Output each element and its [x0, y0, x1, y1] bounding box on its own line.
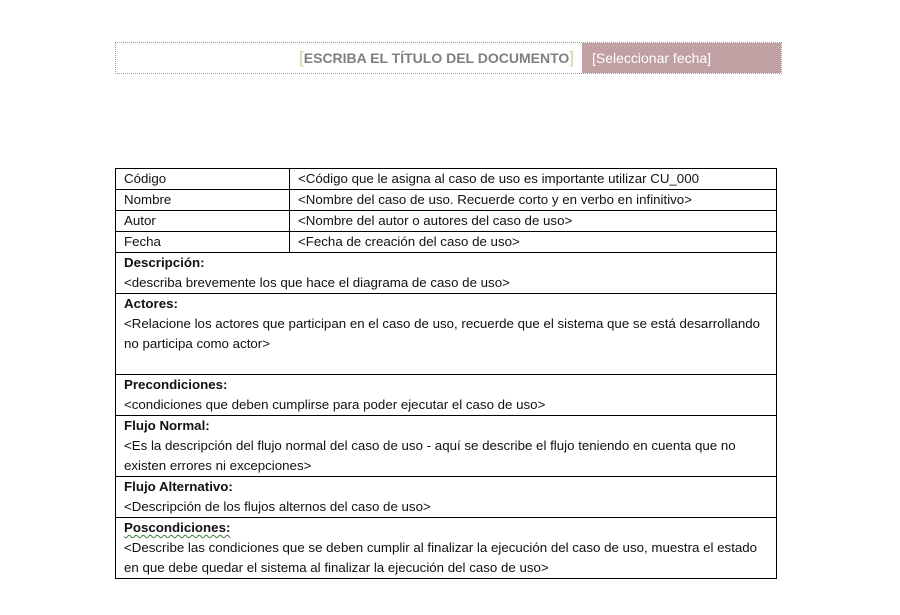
- section-flujo-normal: [116, 416, 777, 477]
- title-open-bracket: [: [299, 48, 304, 67]
- section-title: Flujo Normal:: [124, 418, 210, 433]
- document-title: ESCRIBA EL TÍTULO DEL DOCUMENTO: [303, 50, 570, 66]
- field-label: Nombre: [116, 190, 290, 211]
- section-cell[interactable]: [116, 416, 777, 477]
- document-header: [115, 42, 782, 74]
- table-row-codigo: [116, 169, 777, 190]
- field-label: Código: [116, 169, 290, 190]
- date-picker-field[interactable]: [Seleccionar fecha]: [582, 43, 781, 73]
- section-title: Flujo Alternativo:: [124, 479, 233, 494]
- spellcheck-underlined-title: Poscondiciones:: [124, 520, 231, 535]
- field-label: Autor: [116, 211, 290, 232]
- section-text: <Relacione los actores que participan en el caso de uso, recuerde que el sistema que se está desarrollando no participa como actor>: [124, 316, 761, 351]
- section-actores: [116, 294, 777, 375]
- section-cell[interactable]: [116, 518, 777, 579]
- section-precondiciones: [116, 375, 777, 416]
- section-cell[interactable]: [116, 294, 777, 375]
- section-title: [124, 518, 768, 538]
- field-value[interactable]: <Nombre del caso de uso. Recuerde corto y en verbo en infinitivo>: [290, 190, 777, 211]
- table-row-nombre: [116, 190, 777, 211]
- section-title: Descripción:: [124, 255, 205, 270]
- section-text: <condiciones que deben cumplirse para poder ejecutar el caso de uso>: [124, 397, 546, 412]
- table-row-fecha: [116, 232, 777, 253]
- table-row-autor: [116, 211, 777, 232]
- section-cell[interactable]: [116, 253, 777, 294]
- use-case-table: [115, 168, 777, 579]
- section-title: Precondiciones:: [124, 377, 228, 392]
- section-text: <Describe las condiciones que se deben cumplir al finalizar la ejecución del caso de uso, muestra el estado en que debe quedar el sistema al finalizar la ejecución del caso de uso>: [124, 540, 758, 575]
- section-cell[interactable]: [116, 375, 777, 416]
- section-text: <describa brevemente los que hace el diagrama de caso de uso>: [124, 275, 510, 290]
- field-label: Fecha: [116, 232, 290, 253]
- section-descripcion: [116, 253, 777, 294]
- section-title: Actores:: [124, 296, 178, 311]
- section-text: <Es la descripción del flujo normal del caso de uso - aquí se describe el flujo teniendo en cuenta que no existen errores ni excepciones>: [124, 438, 736, 473]
- section-poscondiciones: [116, 518, 777, 579]
- field-value[interactable]: <Código que le asigna al caso de uso es importante utilizar CU_000: [290, 169, 777, 190]
- section-text: <Descripción de los flujos alternos del caso de uso>: [124, 499, 431, 514]
- field-value[interactable]: <Nombre del autor o autores del caso de uso>: [290, 211, 777, 232]
- document-title-field[interactable]: [116, 43, 582, 73]
- title-close-bracket: ]: [569, 48, 574, 67]
- section-flujo-alternativo: [116, 477, 777, 518]
- section-cell[interactable]: [116, 477, 777, 518]
- field-value[interactable]: <Fecha de creación del caso de uso>: [290, 232, 777, 253]
